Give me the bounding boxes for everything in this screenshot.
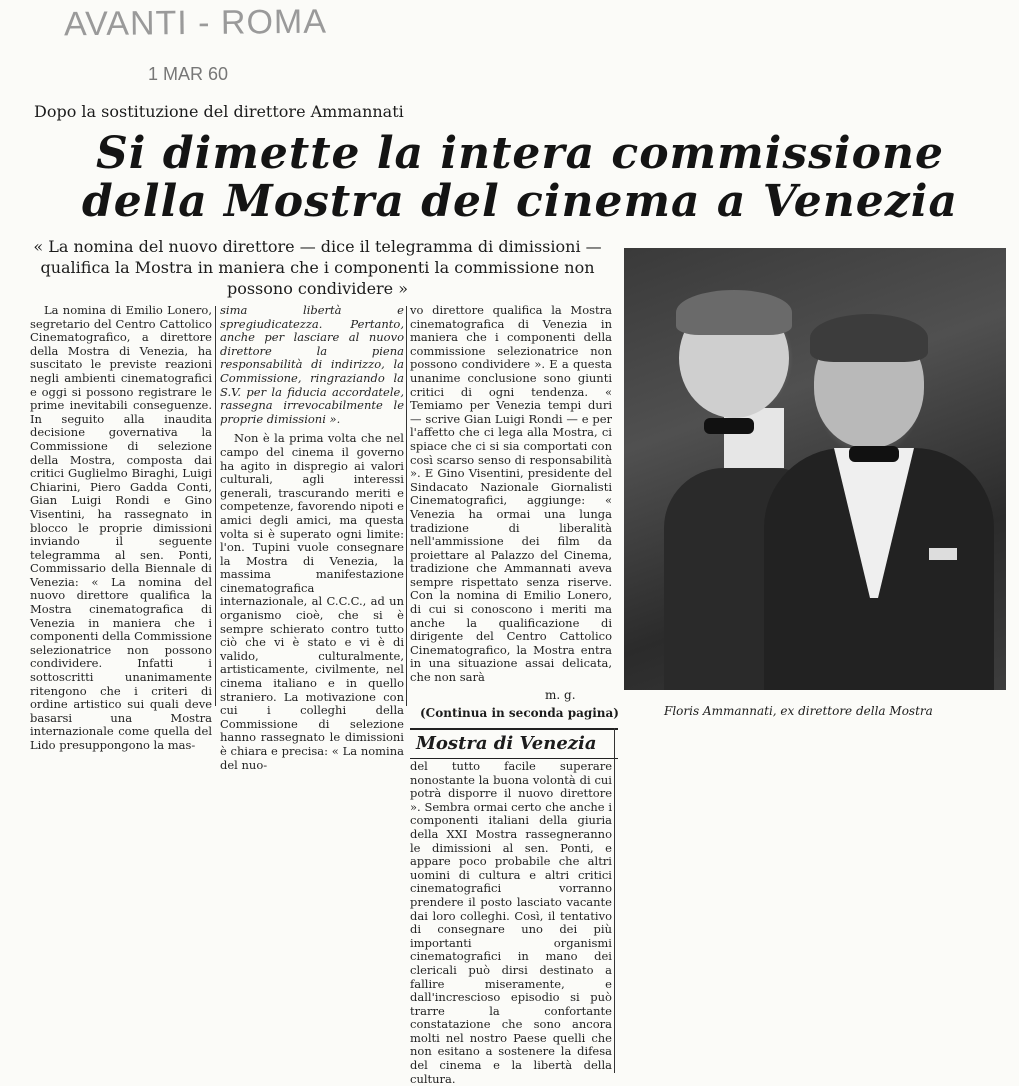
column-2-telegram-text: sima libertà e spregiudicatezza. Pertanto, anche per lasciare al nuovo direttore la piena responsabilità di indirizzo, la Commissione, ringraziando la S.V. per la fiducia accordatele, rassegna irrevocabilmente le proprie dimissioni ». bbox=[220, 303, 404, 426]
column-3-text: vo direttore qualifica la Mostra cinematografica di Venezia in maniera che i componenti della commissione selezionatrice non possono condividere ». E a questa unanime conclusione sono giunti critici di ogni tendenza. « Temiamo per Venezia tempi duri — scrive Gian Luigi Rondi — e per l'affetto che ci lega alla Mostra, ci spiace che ci si sia comportati con così scarso senso di responsabilità ». E Gino Visentini, presidente del Sindacato Nazionale Giornalisti Cinematografici, aggiunge: « Venezia ha ormai una lunga tradizione di liberalità nell'ammissione dei film da proiettare al Palazzo del Cinema, tradizione che Ammannati aveva sempre rispettato senza riserve. Con la nomina di Emilio Lonero, di cui si conoscono i meriti ma anche la qualificazione di dirigente del Centro Cattolico Cinematografico, la Mostra entra in una situazione assai delicata, che non sarà bbox=[410, 303, 612, 685]
photo-figure-left-hair bbox=[676, 290, 792, 335]
headline-line-1: Si dimette la intera commissione bbox=[96, 128, 944, 179]
author-signature: m. g. bbox=[545, 688, 576, 702]
continuation-text: del tutto facile superare nonostante la buona volontà di cui potrà disporre il nuovo direttore ». Sembra ormai certo che anche i componenti italiani della giuria della XXI Mostra rassegneranno le dimissioni al sen. Ponti, e appare poco probabile che altri uomini di cultura e altri critici cinematografici vorranno prendere il posto lasciato vacante dai loro colleghi. Così, il tentativo di consegnare uno dei più importanti organismi cinematografici in mano dei clericali può dirsi destinato a fallire miseramente, e dall'increscioso episodio si può trarre la confortante constatazione che sono ancora molti nel nostro Paese quelli che non esitano a sostenere la difesa del cinema e la libertà della cultura. bbox=[410, 759, 612, 1086]
column-2-text: Non è la prima volta che nel campo del cinema il governo ha agito in dispregio ai valori culturali, agli interessi generali, trascurando meriti e competenze, favorendo nipoti e amici degli amici, ma questa volta si è superato ogni limite: l'on. Tupini vuole consegnare la Mostra di Venezia, la massima manifestazione cinematografica internazionale, al C.C.C., ad un organismo cioè, che si è sempre schierato contro tutto ciò che vi è stato e vi è di valido, culturalmente, artisticamente, civilmente, nel cinema italiano e in quello straniero. La motivazione con cui i colleghi della Commissione di selezione hanno rassegnato le dimissioni è chiara e precisa: « La nomina del nuo- bbox=[220, 431, 404, 772]
article-column-2 bbox=[220, 304, 404, 772]
continuation-border bbox=[614, 728, 615, 1073]
headline bbox=[30, 130, 1010, 226]
photo-figure-right-hair bbox=[810, 314, 928, 362]
column-divider bbox=[406, 306, 407, 706]
article-column-1 bbox=[30, 304, 212, 753]
subheadline: « La nomina del nuovo direttore — dice il telegramma di dimissioni — qualifica la Mostra in maniera che i componenti la commissione non possono condividere » bbox=[33, 237, 602, 298]
continuation-column bbox=[410, 760, 612, 1086]
portrait-photo bbox=[624, 248, 1006, 690]
photo-bow-tie-left bbox=[704, 418, 754, 434]
photo-bow-tie-right bbox=[849, 446, 899, 462]
column-divider bbox=[215, 306, 216, 706]
photo-caption: Floris Ammannati, ex direttore della Mostra bbox=[664, 704, 933, 718]
headline-line-2: della Mostra del cinema a Venezia bbox=[82, 176, 958, 227]
article-kicker: Dopo la sostituzione del direttore Ammannati bbox=[34, 102, 404, 121]
column-1-text: La nomina di Emilio Lonero, segretario del Centro Cattolico Cinematografico, a direttore della Mostra di Venezia, ha suscitato le previste reazioni negli ambienti cinematografici e oggi si possono registrare le prime inevitabili conseguenze. In seguito alla inaudita decisione governativa la Commissione di selezione della Mostra, composta dai critici Guglielmo Biraghi, Luigi Chiarini, Piero Gadda Conti, Gian Luigi Rondi e Gino Visentini, ha rassegnato in blocco le proprie dimissioni inviando il seguente telegramma al sen. Ponti, Commissario della Biennale di Venezia: « La nomina del nuovo direttore qualifica la Mostra cinematografica di Venezia in maniera che i componenti della Commissione selezionatrice non possono condividere. Infatti i sottoscritti unanimamente ritengono che i criteri di ordine artistico sui quali deve basarsi una Mostra internazionale come quella del Lido presuppongono la mas- bbox=[30, 303, 212, 752]
article-column-3 bbox=[410, 304, 612, 685]
photo-pocket-square bbox=[929, 548, 957, 560]
continued-note: (Continua in seconda pagina) bbox=[420, 706, 619, 720]
stamp-date: 1 MAR 60 bbox=[148, 64, 229, 84]
source-stamp: AVANTI - ROMA bbox=[63, 2, 328, 44]
continuation-title: Mostra di Venezia bbox=[410, 728, 618, 759]
